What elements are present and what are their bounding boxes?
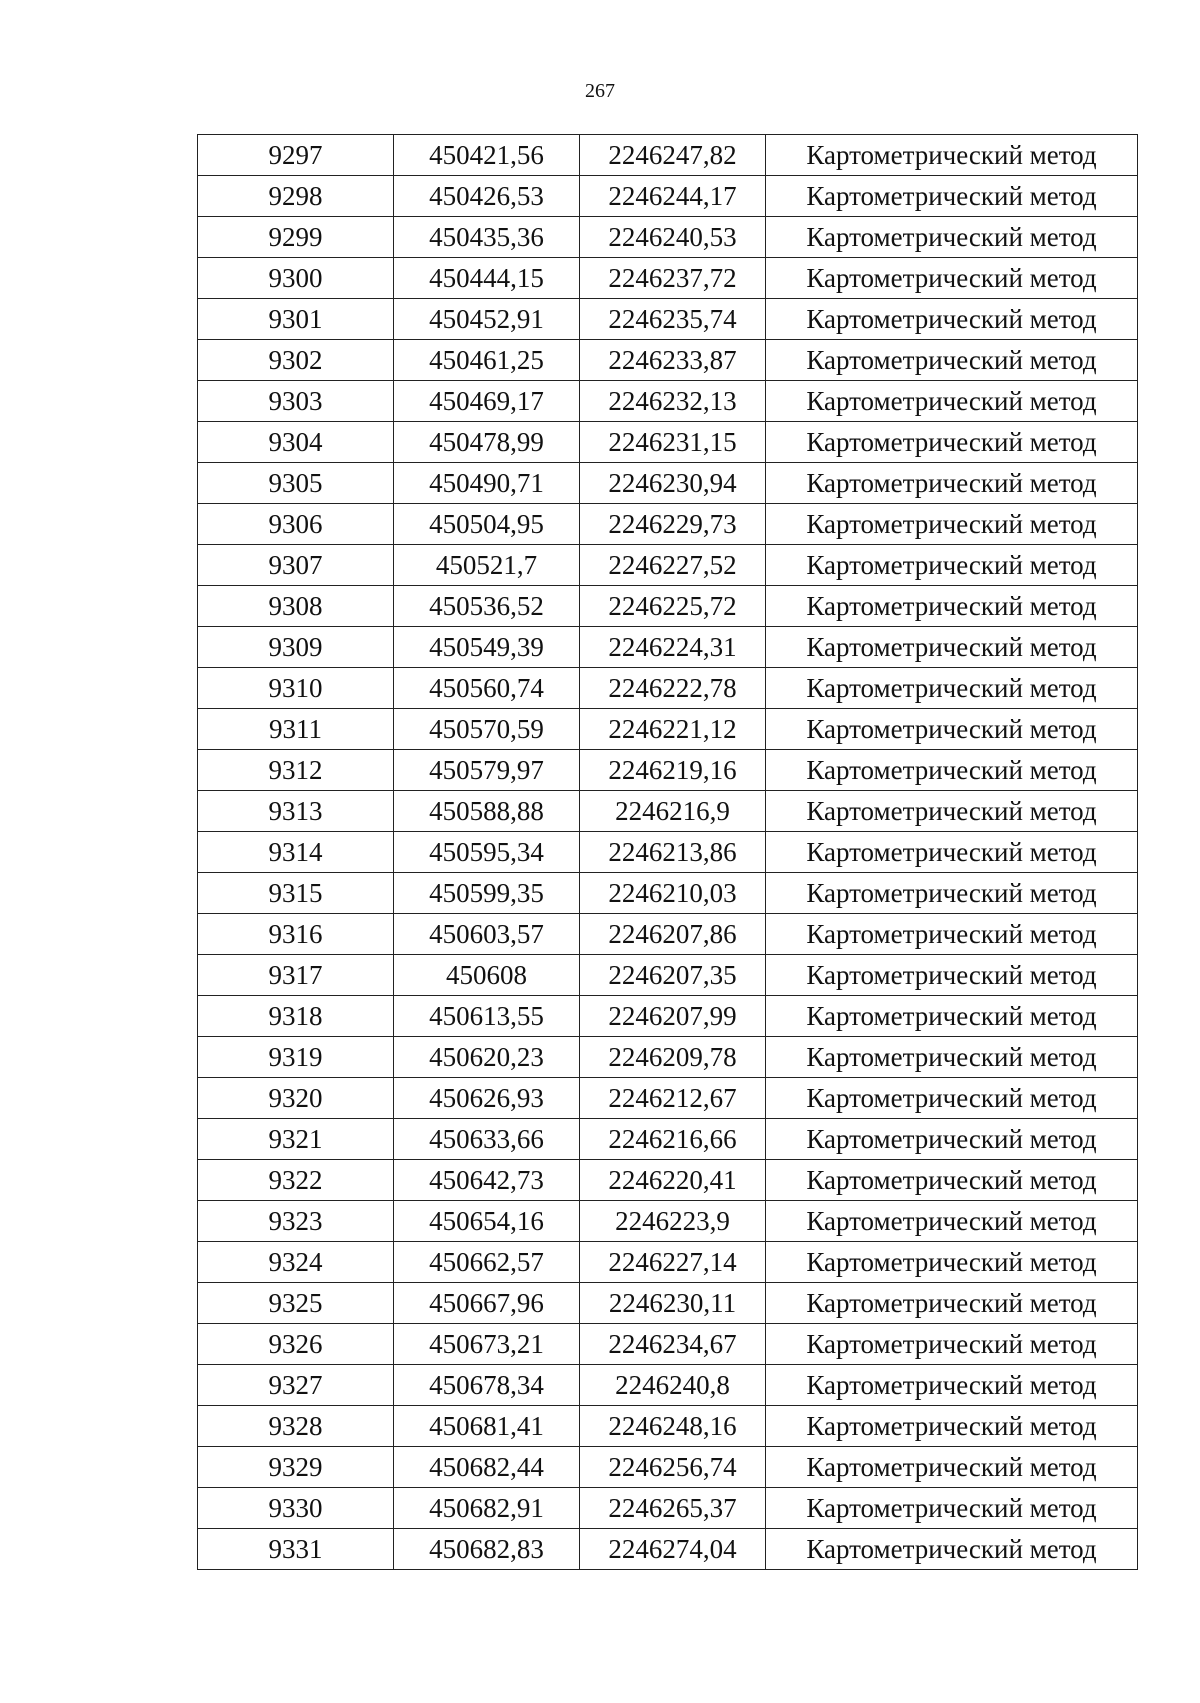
y-coordinate-cell: 2246221,12 [580, 709, 766, 750]
point-number-cell: 9324 [198, 1242, 394, 1283]
table-row [198, 135, 1138, 176]
x-coordinate-cell: 450570,59 [394, 709, 580, 750]
page-number: 267 [585, 80, 615, 102]
method-cell: Картометрический метод [766, 422, 1138, 463]
x-coordinate-cell: 450682,91 [394, 1488, 580, 1529]
y-coordinate-cell: 2246231,15 [580, 422, 766, 463]
point-number-cell: 9322 [198, 1160, 394, 1201]
x-coordinate-cell: 450478,99 [394, 422, 580, 463]
method-cell: Картометрический метод [766, 750, 1138, 791]
method-cell: Картометрический метод [766, 791, 1138, 832]
method-cell: Картометрический метод [766, 709, 1138, 750]
method-cell: Картометрический метод [766, 1078, 1138, 1119]
table-row [198, 1119, 1138, 1160]
point-number-cell: 9297 [198, 135, 394, 176]
x-coordinate-cell: 450667,96 [394, 1283, 580, 1324]
method-cell: Картометрический метод [766, 1324, 1138, 1365]
y-coordinate-cell: 2246247,82 [580, 135, 766, 176]
table-row [198, 381, 1138, 422]
x-coordinate-cell: 450469,17 [394, 381, 580, 422]
point-number-cell: 9331 [198, 1529, 394, 1570]
x-coordinate-cell: 450504,95 [394, 504, 580, 545]
point-number-cell: 9310 [198, 668, 394, 709]
y-coordinate-cell: 2246244,17 [580, 176, 766, 217]
point-number-cell: 9321 [198, 1119, 394, 1160]
x-coordinate-cell: 450595,34 [394, 832, 580, 873]
point-number-cell: 9314 [198, 832, 394, 873]
method-cell: Картометрический метод [766, 1160, 1138, 1201]
x-coordinate-cell: 450588,88 [394, 791, 580, 832]
point-number-cell: 9303 [198, 381, 394, 422]
method-cell: Картометрический метод [766, 381, 1138, 422]
x-coordinate-cell: 450521,7 [394, 545, 580, 586]
table-row [198, 422, 1138, 463]
table-row [198, 176, 1138, 217]
y-coordinate-cell: 2246234,67 [580, 1324, 766, 1365]
method-cell: Картометрический метод [766, 668, 1138, 709]
table-row [198, 1488, 1138, 1529]
y-coordinate-cell: 2246225,72 [580, 586, 766, 627]
method-cell: Картометрический метод [766, 258, 1138, 299]
table-row [198, 1242, 1138, 1283]
x-coordinate-cell: 450444,15 [394, 258, 580, 299]
y-coordinate-cell: 2246256,74 [580, 1447, 766, 1488]
x-coordinate-cell: 450613,55 [394, 996, 580, 1037]
point-number-cell: 9323 [198, 1201, 394, 1242]
y-coordinate-cell: 2246209,78 [580, 1037, 766, 1078]
table-row [198, 668, 1138, 709]
point-number-cell: 9307 [198, 545, 394, 586]
point-number-cell: 9319 [198, 1037, 394, 1078]
y-coordinate-cell: 2246207,86 [580, 914, 766, 955]
point-number-cell: 9330 [198, 1488, 394, 1529]
table-row [198, 217, 1138, 258]
table-row [198, 545, 1138, 586]
table-row [198, 258, 1138, 299]
x-coordinate-cell: 450603,57 [394, 914, 580, 955]
x-coordinate-cell: 450549,39 [394, 627, 580, 668]
y-coordinate-cell: 2246212,67 [580, 1078, 766, 1119]
y-coordinate-cell: 2246274,04 [580, 1529, 766, 1570]
table-row [198, 299, 1138, 340]
point-number-cell: 9326 [198, 1324, 394, 1365]
point-number-cell: 9301 [198, 299, 394, 340]
point-number-cell: 9306 [198, 504, 394, 545]
point-number-cell: 9327 [198, 1365, 394, 1406]
table-row [198, 340, 1138, 381]
table-row [198, 586, 1138, 627]
y-coordinate-cell: 2246223,9 [580, 1201, 766, 1242]
table-row [198, 709, 1138, 750]
point-number-cell: 9328 [198, 1406, 394, 1447]
y-coordinate-cell: 2246248,16 [580, 1406, 766, 1447]
y-coordinate-cell: 2246240,8 [580, 1365, 766, 1406]
x-coordinate-cell: 450682,44 [394, 1447, 580, 1488]
point-number-cell: 9299 [198, 217, 394, 258]
method-cell: Картометрический метод [766, 1283, 1138, 1324]
method-cell: Картометрический метод [766, 955, 1138, 996]
x-coordinate-cell: 450642,73 [394, 1160, 580, 1201]
table-row [198, 627, 1138, 668]
x-coordinate-cell: 450490,71 [394, 463, 580, 504]
y-coordinate-cell: 2246213,86 [580, 832, 766, 873]
table-row [198, 1406, 1138, 1447]
method-cell: Картометрический метод [766, 463, 1138, 504]
table-row [198, 504, 1138, 545]
method-cell: Картометрический метод [766, 914, 1138, 955]
table-row [198, 750, 1138, 791]
method-cell: Картометрический метод [766, 832, 1138, 873]
y-coordinate-cell: 2246207,99 [580, 996, 766, 1037]
method-cell: Картометрический метод [766, 873, 1138, 914]
table-row [198, 914, 1138, 955]
method-cell: Картометрический метод [766, 1365, 1138, 1406]
table-row [198, 791, 1138, 832]
point-number-cell: 9318 [198, 996, 394, 1037]
point-number-cell: 9298 [198, 176, 394, 217]
x-coordinate-cell: 450654,16 [394, 1201, 580, 1242]
x-coordinate-cell: 450599,35 [394, 873, 580, 914]
y-coordinate-cell: 2246224,31 [580, 627, 766, 668]
y-coordinate-cell: 2246237,72 [580, 258, 766, 299]
table-row [198, 955, 1138, 996]
y-coordinate-cell: 2246230,94 [580, 463, 766, 504]
x-coordinate-cell: 450620,23 [394, 1037, 580, 1078]
table-row [198, 996, 1138, 1037]
y-coordinate-cell: 2246232,13 [580, 381, 766, 422]
method-cell: Картометрический метод [766, 1406, 1138, 1447]
x-coordinate-cell: 450633,66 [394, 1119, 580, 1160]
x-coordinate-cell: 450678,34 [394, 1365, 580, 1406]
x-coordinate-cell: 450673,21 [394, 1324, 580, 1365]
y-coordinate-cell: 2246227,52 [580, 545, 766, 586]
table-row [198, 1078, 1138, 1119]
table-row [198, 1037, 1138, 1078]
point-number-cell: 9317 [198, 955, 394, 996]
x-coordinate-cell: 450536,52 [394, 586, 580, 627]
table-row [198, 463, 1138, 504]
y-coordinate-cell: 2246219,16 [580, 750, 766, 791]
method-cell: Картометрический метод [766, 996, 1138, 1037]
table-row [198, 832, 1138, 873]
table-row [198, 1447, 1138, 1488]
table-row [198, 1324, 1138, 1365]
point-number-cell: 9300 [198, 258, 394, 299]
y-coordinate-cell: 2246222,78 [580, 668, 766, 709]
method-cell: Картометрический метод [766, 1037, 1138, 1078]
method-cell: Картометрический метод [766, 504, 1138, 545]
point-number-cell: 9316 [198, 914, 394, 955]
table-row [198, 1365, 1138, 1406]
point-number-cell: 9309 [198, 627, 394, 668]
point-number-cell: 9325 [198, 1283, 394, 1324]
point-number-cell: 9313 [198, 791, 394, 832]
y-coordinate-cell: 2246233,87 [580, 340, 766, 381]
method-cell: Картометрический метод [766, 135, 1138, 176]
method-cell: Картометрический метод [766, 1201, 1138, 1242]
y-coordinate-cell: 2246210,03 [580, 873, 766, 914]
point-number-cell: 9311 [198, 709, 394, 750]
y-coordinate-cell: 2246216,66 [580, 1119, 766, 1160]
x-coordinate-cell: 450560,74 [394, 668, 580, 709]
method-cell: Картометрический метод [766, 586, 1138, 627]
y-coordinate-cell: 2246240,53 [580, 217, 766, 258]
x-coordinate-cell: 450461,25 [394, 340, 580, 381]
y-coordinate-cell: 2246235,74 [580, 299, 766, 340]
x-coordinate-cell: 450662,57 [394, 1242, 580, 1283]
y-coordinate-cell: 2246227,14 [580, 1242, 766, 1283]
method-cell: Картометрический метод [766, 299, 1138, 340]
point-number-cell: 9305 [198, 463, 394, 504]
y-coordinate-cell: 2246229,73 [580, 504, 766, 545]
table-row [198, 873, 1138, 914]
x-coordinate-cell: 450435,36 [394, 217, 580, 258]
method-cell: Картометрический метод [766, 1488, 1138, 1529]
x-coordinate-cell: 450421,56 [394, 135, 580, 176]
method-cell: Картометрический метод [766, 627, 1138, 668]
table-row [198, 1529, 1138, 1570]
point-number-cell: 9304 [198, 422, 394, 463]
y-coordinate-cell: 2246220,41 [580, 1160, 766, 1201]
method-cell: Картометрический метод [766, 217, 1138, 258]
method-cell: Картометрический метод [766, 545, 1138, 586]
point-number-cell: 9329 [198, 1447, 394, 1488]
point-number-cell: 9315 [198, 873, 394, 914]
table-row [198, 1283, 1138, 1324]
method-cell: Картометрический метод [766, 1242, 1138, 1283]
table-row [198, 1201, 1138, 1242]
y-coordinate-cell: 2246207,35 [580, 955, 766, 996]
y-coordinate-cell: 2246230,11 [580, 1283, 766, 1324]
x-coordinate-cell: 450682,83 [394, 1529, 580, 1570]
point-number-cell: 9320 [198, 1078, 394, 1119]
x-coordinate-cell: 450452,91 [394, 299, 580, 340]
method-cell: Картометрический метод [766, 1119, 1138, 1160]
point-number-cell: 9302 [198, 340, 394, 381]
x-coordinate-cell: 450681,41 [394, 1406, 580, 1447]
coordinates-table [197, 134, 1138, 1570]
point-number-cell: 9308 [198, 586, 394, 627]
y-coordinate-cell: 2246216,9 [580, 791, 766, 832]
x-coordinate-cell: 450626,93 [394, 1078, 580, 1119]
x-coordinate-cell: 450608 [394, 955, 580, 996]
method-cell: Картометрический метод [766, 1529, 1138, 1570]
method-cell: Картометрический метод [766, 176, 1138, 217]
x-coordinate-cell: 450426,53 [394, 176, 580, 217]
x-coordinate-cell: 450579,97 [394, 750, 580, 791]
y-coordinate-cell: 2246265,37 [580, 1488, 766, 1529]
table-row [198, 1160, 1138, 1201]
method-cell: Картометрический метод [766, 340, 1138, 381]
table-body [198, 135, 1138, 1570]
method-cell: Картометрический метод [766, 1447, 1138, 1488]
point-number-cell: 9312 [198, 750, 394, 791]
